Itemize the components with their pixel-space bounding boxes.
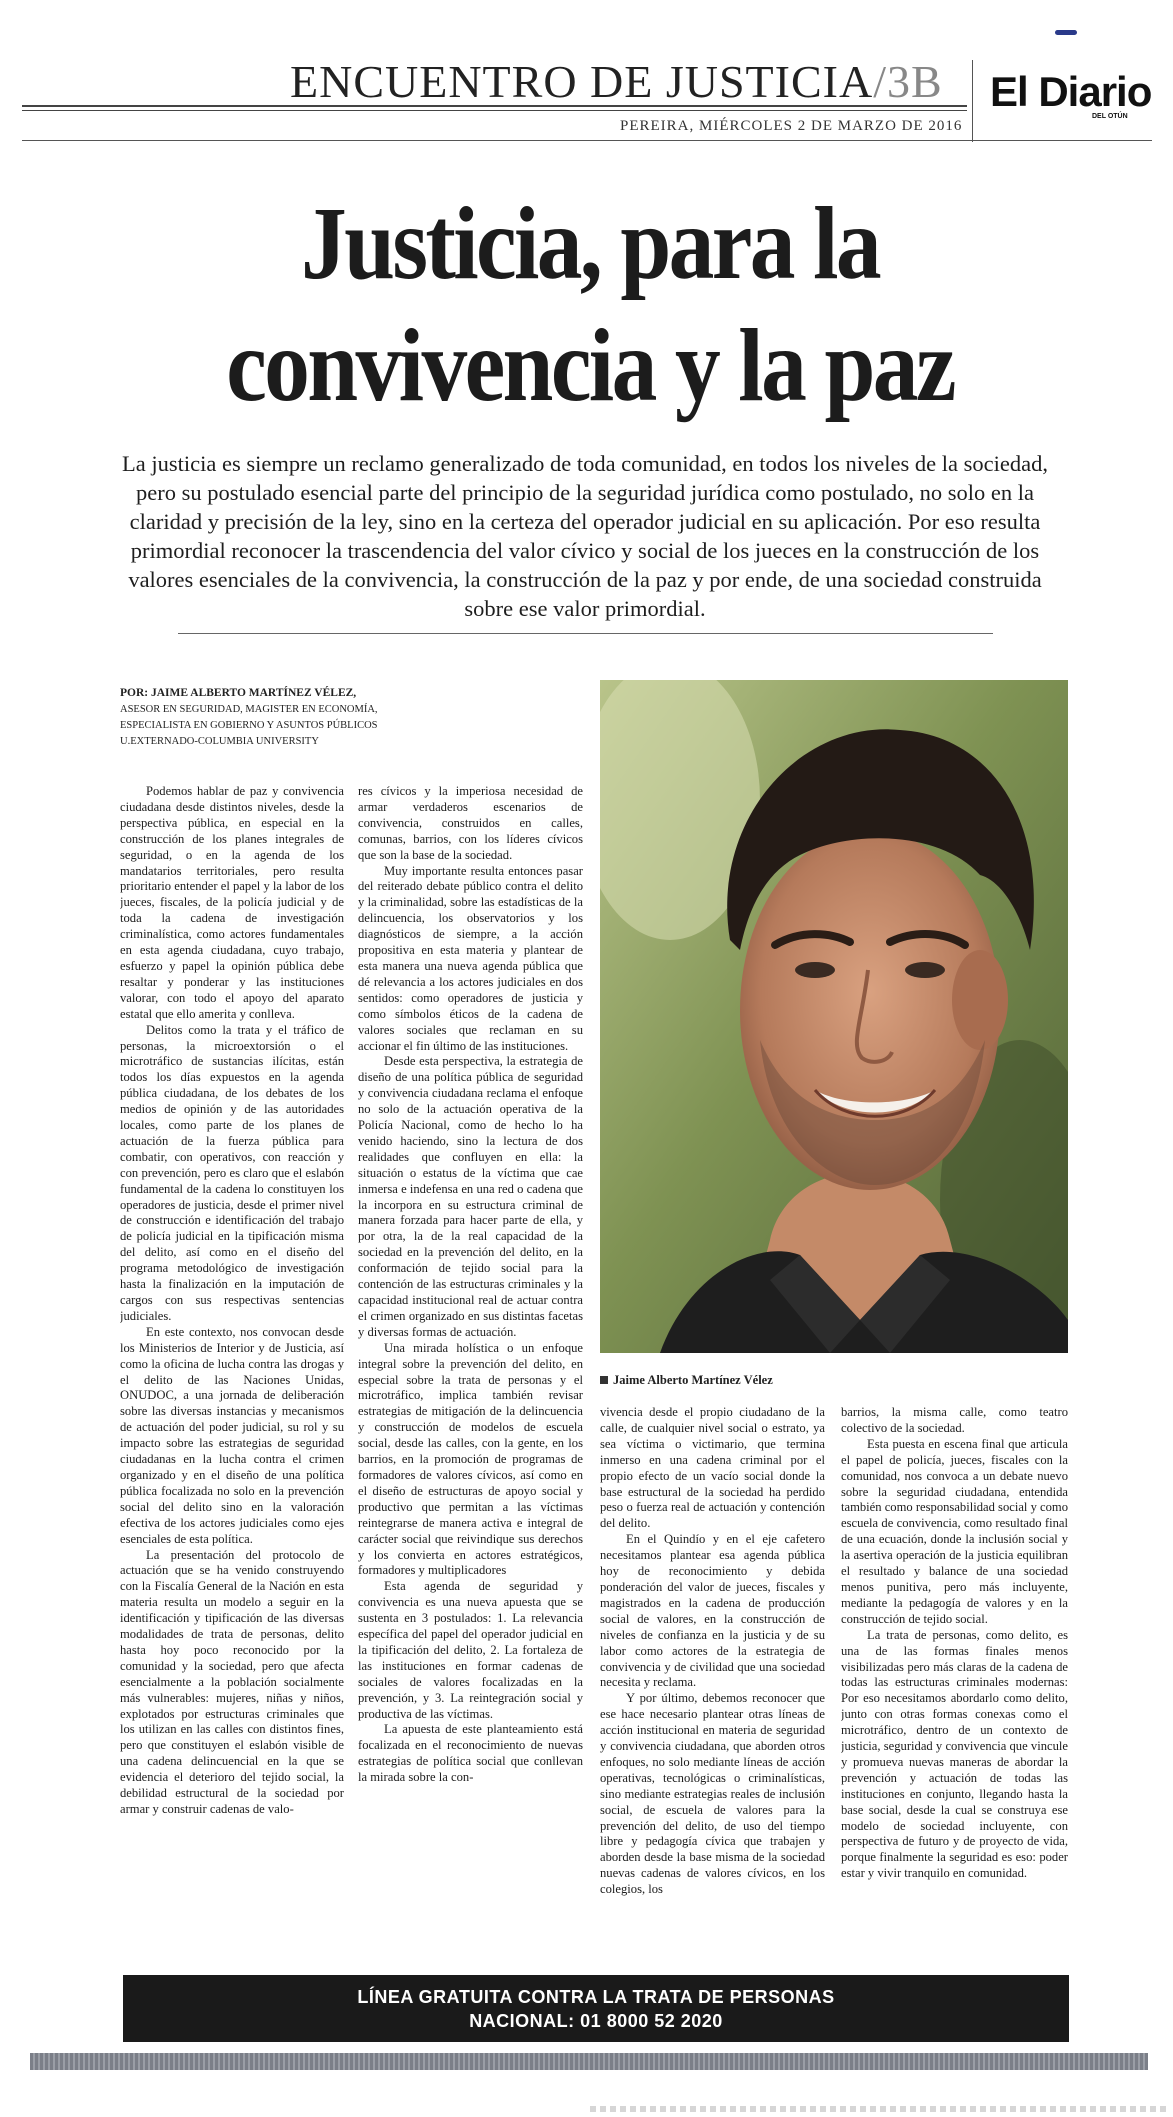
photo-caption: Jaime Alberto Martínez Vélez: [600, 1373, 773, 1388]
intro-rule: [178, 633, 993, 634]
hotline-number: NACIONAL: 01 8000 52 2020: [469, 2011, 723, 2031]
byline-role-1: ASESOR EN SEGURIDAD, MAGISTER EN ECONOMÍA,: [120, 704, 378, 715]
paragraph: Esta agenda de seguridad y convivencia es una nueva apuesta que se sustenta en 3 postulados: 1. La relevancia específica del papel del operador judicial en la tipificación del delito, 2. La fortaleza de las instituciones en formar cadenas de sociales de valores focalizadas en la prevención, y 3. La reintegración social y productiva de las víctimas.: [358, 1579, 583, 1721]
header-divider: [972, 60, 973, 142]
body-column-2: [358, 784, 583, 1956]
paragraph: La presentación del protocolo de actuación que se ha venido construyendo con la Fiscalía General de la Nación en esta materia resulta un modelo a seguir en la identificación y tipificación de las diversas modalidades de trata de personas, delito hasta hoy poco reconocido por la comunidad y la sociedad, pero que afecta esencialmente a la población socialmente más vulnerables: mujeres, niñas y niños, explotados por estructuras criminales que los utilizan en las calles con distintos fines, pero que constituyen el eslabón visible de una cadena delincuencial en la que se evidencia el deterioro del tejido social, la debilidad estructural de la sociedad por armar y construir cadenas de valo-: [120, 1547, 344, 1816]
header-bottom-rule: [22, 140, 1152, 141]
paragraph: La apuesta de este planteamiento está focalizada en el reconocimiento de nuevas estrategias de política social que conllevan la mirada sobre la con-: [358, 1722, 583, 1785]
section-separator: /: [873, 56, 887, 107]
headline-line-2: convivencia y la paz: [226, 308, 954, 423]
paragraph: Esta puesta en escena final que articula el papel de policía, jueces, fiscales con la comunidad, nos convoca a un debate nuevo sobre la seguridad ciudadana, entendida también como responsabilidad social y como escuela de convivencia, como resultado final de una ecuación, donde la inclusión social y la asertiva operación de la justicia equilibran el resultado y balance de una sociedad menos punitiva, pero más incluyente, mediante la pedagogía de valores y en la construcción de tejido social.: [841, 1436, 1068, 1626]
bottom-decorative-strip: [30, 2053, 1148, 2070]
edition-date: PEREIRA, MIÉRCOLES 2 DE MARZO DE 2016: [620, 118, 963, 134]
article-intro: La justicia es siempre un reclamo generalizado de toda comunidad, en todos los niveles de la sociedad, pero su postulado esencial parte del principio de la seguridad jurídica como postulado, no solo en la claridad y precisión de la ley, sino en la certeza del operador judicial en su aplicación. Por eso resulta primordial reconocer la trascendencia del valor cívico y social de los jueces en la construcción de los valores esenciales de la convivencia, la construcción de la paz y por ende, de una sociedad construida sobre ese valor primordial.: [122, 451, 1048, 621]
article-headline: [159, 183, 1021, 427]
newspaper-logo: El Diario: [990, 68, 1152, 115]
section-title: ENCUENTRO DE JUSTICIA/3B: [290, 56, 943, 107]
paragraph: res cívicos y la imperiosa necesidad de armar verdaderos escenarios de convivencia, construidos en calles, comunas, barrios, con los líderes cívicos que son la base de la sociedad.: [358, 784, 583, 862]
paragraph: Y por último, debemos reconocer que ese hace necesario plantear otras líneas de acción institucional en materia de seguridad y convivencia ciudadana, que aborden otros enfoques, no solo mediante líneas de acción operativas, tecnológicas o criminalísticas, sino mediante estrategias reales de inclusión social, de escuela de valores para la prevención del delito, de uso del tiempo libre y pedagogía cívica que trabajen y aborden desde la base misma de la sociedad nuevas cadenas de valores cívicos, en los colegios, los: [600, 1691, 825, 1897]
paragraph: Desde esta perspectiva, la estrategia de diseño de una política pública de seguridad y convivencia ciudadana reclama el enfoque no solo de la actuación operativa de la Policía Nacional, como de hecho lo ha venido haciendo, sino la lectura de dos realidades que confluyen en ella: la situación o estatus de la víctima que cae inmersa e indefensa en una red o cadena que la incorpora en su estructura criminal de manera forzada para hacer parte de ella, y por otra, la de la real capacidad de la sociedad en la prevención del delito, en la conformación de tejido social para la contención de las estructuras criminales y la capacidad institucional real de actuar contra el crimen organizado en sus distintas facetas y diversas formas de actuación.: [358, 1054, 583, 1339]
paragraph: Delitos como la trata y el tráfico de personas, la microextorsión o el microtráfico de sustancias ilícitas, están todos los días expuestos en la agenda pública ciudadana, de los debates de los medios de opinión y de las autoridades locales, como parte de los planes de actuación de la fuerza pública para combatir, con operativos, con reacción y con prevención, pero es claro que el eslabón fundamental de la cadena lo constituyen los operadores de justicia, desde el primer nivel de construcción e identificación del trabajo de policía judicial en la tipificación misma del delito, así como en el diseño del programa metodológico de investigación hasta la finalización en la imputación de cargos con sus respectivas sentencias judiciales.: [120, 1022, 344, 1323]
body-column-1: [120, 784, 344, 1956]
author-portrait-illustration: [600, 680, 1068, 1353]
hotline-banner: [123, 1975, 1069, 2042]
headline-line-1: Justicia, para la: [301, 186, 879, 301]
page-number: 3B: [886, 56, 943, 107]
hotline-title: LÍNEA GRATUITA CONTRA LA TRATA DE PERSONAS: [357, 1987, 835, 2007]
header-rule: [22, 105, 967, 111]
byline-author: POR: JAIME ALBERTO MARTÍNEZ VÉLEZ,: [120, 687, 357, 699]
scan-mark: [1055, 30, 1077, 35]
body-column-4: [841, 1405, 1068, 1955]
paragraph: La trata de personas, como delito, es una de las formas finales menos visibilizadas pero más claras de la cadena de todas las estructuras criminales modernas: Por eso necesitamos abordarlo como delito, junto con otras formas conexas como el microtráfico, dentro de un contexto de justicia, seguridad y convivencia que vincule y promueva nuevas maneras de abordar la prevención y actuación de todas las instituciones en conjunto, llegando hasta la base social, desde la cual se construya ese modelo de sociedad incluyente, con perspectiva de futuro y de proyecto de vida, porque finalmente la seguridad es eso: poder estar y vivir tranquilo en comunidad.: [841, 1627, 1068, 1881]
byline-role-3: U.EXTERNADO-COLUMBIA UNIVERSITY: [120, 736, 319, 747]
paragraph: vivencia desde el propio ciudadano de la calle, de cualquier nivel social o estrato, ya sea víctima o victimario, que termina inmerso en una cadena criminal por el propio efecto de un vacío social donde la base estructural de la sociedad ha perdido peso o fuerza real de actuación y contención del delito.: [600, 1405, 825, 1531]
byline-role-2: ESPECIALISTA EN GOBIERNO Y ASUNTOS PÚBLICOS: [120, 720, 378, 731]
caption-bullet-icon: [600, 1376, 608, 1384]
paragraph: Una mirada holística o un enfoque integral sobre la prevención del delito, en especial sobre la trata de personas y el microtráfico, implica también revisar estrategias de mitigación de la delincuencia y construcción de modelos de escuela social, desde las calles, con la gente, en los barrios, en la promoción de programas de formadores de valores cívicos, así como en el diseño de estructuras de apoyo social y productivo que permitan a las víctimas reintegrarse de manera activa e integral de carácter social que reivindique sus derechos y los convierta en actores estratégicos, formadores y multiplicadores: [358, 1340, 583, 1578]
byline: [120, 685, 440, 750]
body-column-3: [600, 1405, 825, 1955]
paragraph: barrios, la misma calle, como teatro colectivo de la sociedad.: [841, 1405, 1068, 1435]
paragraph: Podemos hablar de paz y convivencia ciudadana desde distintos niveles, desde la perspectiva pública, en especial en la construcción de los planes integrales de seguridad, o en la agenda de los mandatarios territoriales, pero resulta prioritario entender el papel y la labor de los jueces, fiscales, de la policía judicial y de toda la cadena de investigación criminalística, como actores fundamentales en esta agenda ciudadana, cuyo trabajo, esfuerzo y papel la opinión pública debe resaltar y ponderar y las instituciones valorar, con todo el apoyo del aparato estatal que ello amerita y conlleva.: [120, 784, 344, 1021]
paragraph: En este contexto, nos convocan desde los Ministerios de Interior y de Justicia, así como la oficina de lucha contra las drogas y el delito de las Naciones Unidas, ONUDOC, a una jornada de deliberación sobre las diversas instancias y mecanismos de actuación del poder judicial, su rol y su impacto sobre las estrategias de seguridad ciudadanas en la lucha contra el crimen organizado y en el diseño de una política pública focalizada no solo en la prevención social del delito sino en la valoración efectiva de los actores judiciales como ejes esenciales de esta política.: [120, 1324, 344, 1546]
newspaper-logo-sub: DEL OTÚN: [1092, 113, 1128, 120]
scan-edge-noise: [590, 2106, 1170, 2112]
paragraph: Muy importante resulta entonces pasar del reiterado debate público contra el delito y la criminalidad, sobre las estadísticas de la delincuencia, los observatorios y los diagnósticos de siempre, a la acción propositiva en esta materia y plantear de esta manera una nueva agenda pública que dé relevancia a los actores judiciales en dos sentidos: como operadores de justicia y como símbolos éticos de la cadena de valores sociales que reclaman en su accionar el fin último de las instituciones.: [358, 863, 583, 1053]
author-photo: [600, 680, 1068, 1353]
paragraph: En el Quindío y en el eje cafetero necesitamos plantear esa agenda pública hoy de reconocimiento y debida ponderación del valor de jueces, fiscales y magistrados en la cadena de producción social de valores, en la construcción de niveles de confianza en la justicia y de su labor como actores de la estrategia de convivencia y de civilidad que una sociedad necesita y reclama.: [600, 1532, 825, 1690]
